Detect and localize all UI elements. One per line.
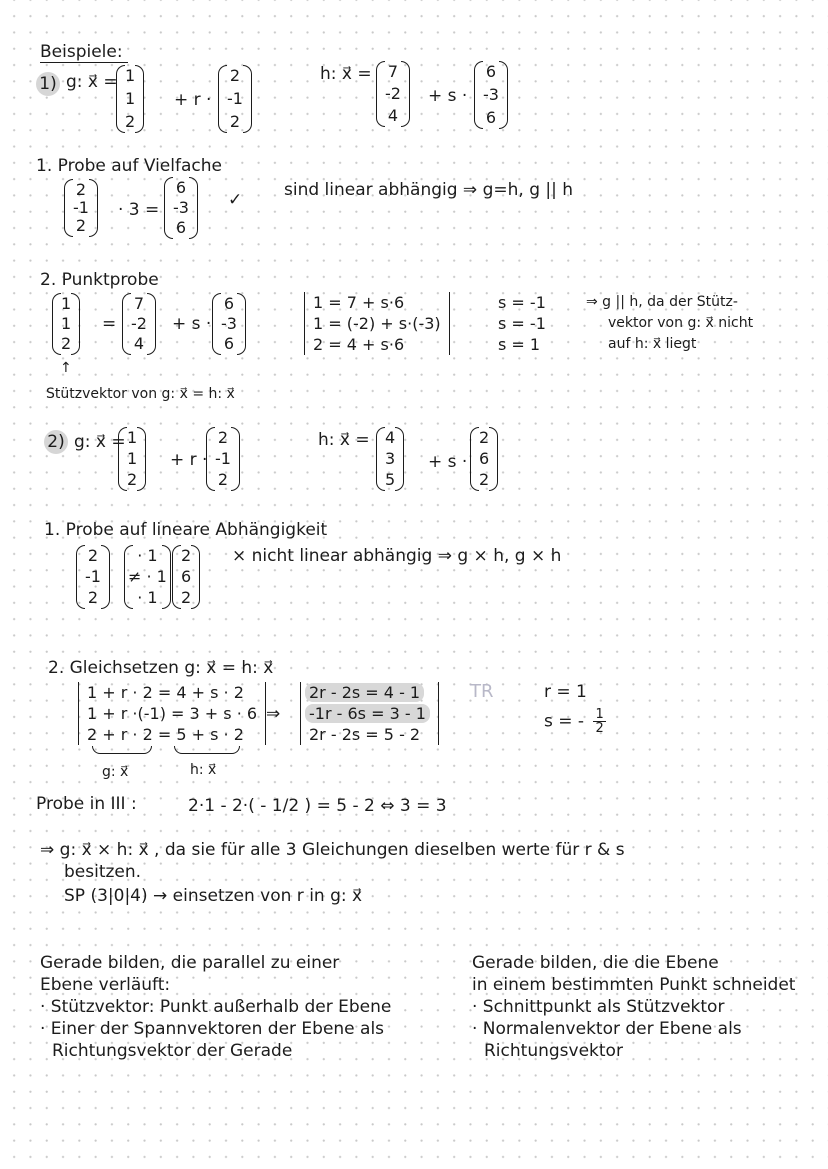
notes-left-item-2a: · Einer der Spannvektoren der Ebene als [40, 1019, 385, 1039]
ex2-probe1-factors: · 1 ≠ · 1 · 1 [124, 548, 171, 606]
ex2-probe2-equation-system-2: 2r - 2s = 4 - 1 -1r - 6s = 3 - 1 2r - 2s = 5 - 2 [300, 682, 439, 745]
probe-calculation: 2·1 - 2·( - 1/2 ) = 5 - 2 ⇔ 3 = 3 [188, 796, 447, 816]
notes-right-item-2b: Richtungsvektor [484, 1041, 623, 1061]
check-mark: ✓ [228, 190, 243, 210]
ex1-probe2-arrow: ↑ [60, 360, 72, 376]
ex1-h-support-vector: 7 -2 4 [376, 64, 410, 124]
ex1-probe2-equals: = [102, 314, 117, 334]
ex2-conclusion-line1: ⇒ g: x⃗ × h: x⃗ , da sie für alle 3 Gleichungen dieselben werte für r & s [40, 840, 625, 860]
ex1-probe2-lhs-vector: 1 1 2 [52, 296, 80, 352]
ex2-probe1-result: × nicht linear abhängig ⇒ g × h, g × h [232, 546, 562, 566]
ex1-probe2-conclusion: ⇒ g || h, da der Stütz- vektor von g: x⃗ nicht auf h: x⃗ liegt [586, 294, 754, 352]
r-value: r = 1 [544, 682, 587, 702]
ex2-probe2-title: 2. Gleichsetzen g: x⃗ = h: x⃗ [48, 658, 274, 678]
implies-arrow: ⇒ [266, 704, 281, 724]
heading: Beispiele: [40, 42, 123, 62]
ex2-probe1-left-vector: 2 -1 2 [76, 548, 110, 606]
notes-right [472, 952, 795, 1062]
ex1-probe2-equation-system: 1 = 7 + s·6 1 = (-2) + s·(-3) 2 = 4 + s·6 [304, 292, 450, 355]
ex1-g-support-vector: 1 1 2 [116, 68, 144, 130]
h-brace [174, 746, 240, 754]
ex1-probe2-note: Stützvektor von g: x⃗ = h: x⃗ [46, 386, 235, 402]
ex2-g-support-vector: 1 1 2 [118, 430, 146, 488]
intersection-point: SP (3|0|4) → einsetzen von r in g: x⃗ [64, 886, 363, 906]
ex1-h-direction-vector: 6 -3 6 [474, 64, 508, 126]
ex2-h-param: + s · [428, 452, 468, 472]
ex1-probe2-title: 2. Punktprobe [40, 270, 159, 290]
ex1-probe2-support-vector: 7 -2 4 [122, 296, 156, 352]
ex1-probe1-times: · 3 = [118, 200, 160, 220]
ex2-h-direction-vector: 2 6 2 [470, 430, 498, 488]
ex1-probe2-direction-vector: 6 -3 6 [212, 296, 246, 352]
ex1-h-param: + s · [428, 86, 468, 106]
notes-left-title-2: Ebene verläuft: [40, 975, 171, 995]
ex1-probe1-result: sind linear abhängig ⇒ g=h, g || h [284, 180, 574, 200]
ex1-probe2-plus: + s · [172, 314, 212, 334]
ex1-g-direction-vector: 2 -1 2 [218, 68, 252, 130]
s-value: s = - $\frac{1}{2}$ [544, 707, 604, 736]
ex2-g-direction-vector: 2 -1 2 [206, 430, 240, 488]
g-under-label: g: x⃗ [102, 764, 129, 780]
notes-right-title-2: in einem bestimmten Punkt schneidet [472, 975, 796, 995]
ex1-g-param: + r · [174, 90, 212, 110]
calculator-note: TR [470, 681, 494, 702]
ex2-probe1-right-vector: 2 6 2 [172, 548, 200, 606]
ex1-h-label: h: x⃗ = [320, 64, 372, 84]
ex2-number: 2) [44, 430, 68, 454]
h-under-label: h: x⃗ [190, 762, 217, 778]
notes-left-title-1: Gerade bilden, die parallel zu einer [40, 953, 340, 973]
notes-left-item-2b: Richtungsvektor der Gerade [52, 1041, 293, 1061]
notes-right-item-2a: · Normalenvektor der Ebene als [472, 1019, 742, 1039]
notes-right-item-1: · Schnittpunkt als Stützvektor [472, 997, 725, 1017]
ex2-h-support-vector: 4 3 5 [376, 430, 404, 488]
ex1-probe1-title: 1. Probe auf Vielfache [36, 156, 222, 176]
ex1-probe1-left-vector: 2 -1 2 [64, 182, 98, 234]
probe-label: Probe in III : [36, 794, 137, 814]
notes-left-item-1: · Stützvektor: Punkt außerhalb der Ebene [40, 997, 392, 1017]
ex2-conclusion-line2: besitzen. [64, 862, 142, 882]
notes-right-title-1: Gerade bilden, die die Ebene [472, 953, 719, 973]
ex2-h-label: h: x⃗ = [318, 430, 370, 450]
notes-left [40, 952, 391, 1062]
ex2-g-label: g: x⃗ = [74, 432, 126, 452]
ex1-probe2-solutions: s = -1 s = -1 s = 1 [498, 293, 546, 354]
g-brace [92, 746, 152, 754]
ex2-g-param: + r · [170, 450, 208, 470]
ex1-number: 1) [36, 72, 60, 96]
ex2-probe1-title: 1. Probe auf lineare Abhängigkeit [44, 520, 328, 540]
heading-underline [40, 62, 128, 63]
ex2-probe2-equation-system: 1 + r · 2 = 4 + s · 2 1 + r ·(-1) = 3 + s · 6 2 + r · 2 = 5 + s · 2 [78, 682, 266, 745]
ex1-probe1-right-vector: 6 -3 6 [164, 180, 198, 236]
ex1-g-label: g: x⃗ = [66, 72, 118, 92]
